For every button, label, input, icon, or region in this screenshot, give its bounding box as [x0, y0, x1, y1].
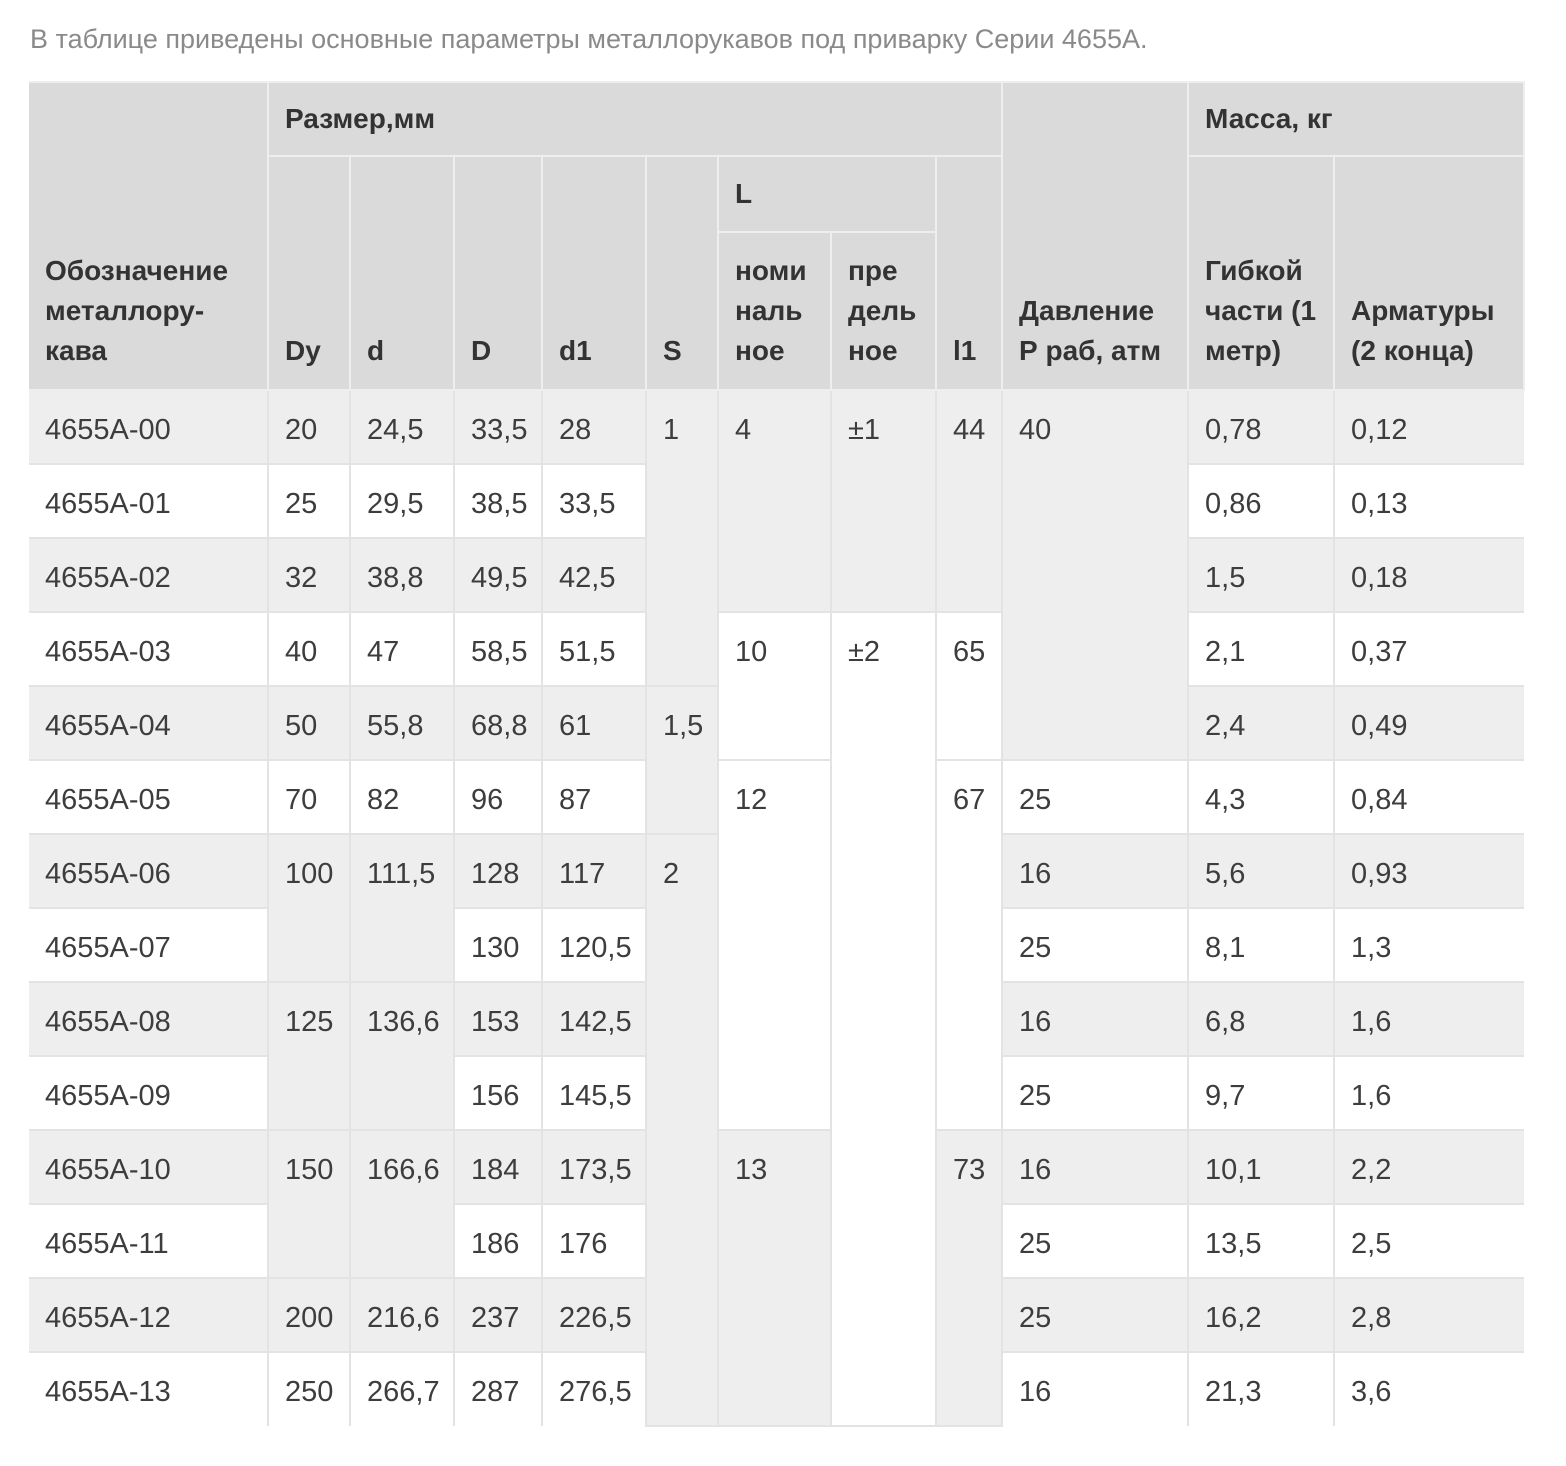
cell-mass-fittings: 1,6 [1334, 1056, 1524, 1130]
cell-d1: 142,5 [542, 982, 646, 1056]
cell-S: 1,5 [646, 686, 718, 834]
cell-dy: 150 [268, 1130, 350, 1278]
cell-mass-fittings: 2,8 [1334, 1278, 1524, 1352]
cell-D: 130 [454, 908, 542, 982]
cell-mass-fittings: 0,12 [1334, 390, 1524, 464]
header-l1: l1 [936, 156, 1002, 390]
cell-pressure: 16 [1002, 982, 1188, 1056]
cell-S: 1 [646, 390, 718, 686]
cell-designation: 4655A-05 [29, 760, 268, 834]
cell-dy: 32 [268, 538, 350, 612]
cell-pressure: 25 [1002, 1056, 1188, 1130]
header-L: L [718, 156, 936, 232]
cell-L-limit: ±2 [831, 612, 936, 1426]
cell-l1: 73 [936, 1130, 1002, 1426]
header-size-group: Размер,мм [268, 82, 1002, 156]
cell-dy: 100 [268, 834, 350, 982]
cell-L-limit: ±1 [831, 390, 936, 612]
cell-d1: 42,5 [542, 538, 646, 612]
cell-mass-flex: 2,4 [1188, 686, 1334, 760]
cell-d1: 28 [542, 390, 646, 464]
cell-designation: 4655A-09 [29, 1056, 268, 1130]
table-row [29, 1130, 1524, 1204]
cell-dy: 25 [268, 464, 350, 538]
cell-D: 33,5 [454, 390, 542, 464]
cell-pressure: 25 [1002, 908, 1188, 982]
cell-d: 38,8 [350, 538, 454, 612]
cell-mass-fittings: 3,6 [1334, 1352, 1524, 1426]
header-d1: d1 [542, 156, 646, 390]
cell-mass-flex: 2,1 [1188, 612, 1334, 686]
cell-d1: 61 [542, 686, 646, 760]
cell-designation: 4655A-13 [29, 1352, 268, 1426]
header-mass-group: Масса, кг [1188, 82, 1524, 156]
header-mass-fittings: Арматуры (2 конца) [1334, 156, 1524, 390]
cell-dy: 125 [268, 982, 350, 1130]
header-designation: Обозначение металлору-кава [29, 82, 268, 390]
cell-d: 24,5 [350, 390, 454, 464]
cell-pressure: 25 [1002, 760, 1188, 834]
cell-dy: 200 [268, 1278, 350, 1352]
cell-designation: 4655A-02 [29, 538, 268, 612]
cell-mass-fittings: 0,84 [1334, 760, 1524, 834]
cell-designation: 4655A-03 [29, 612, 268, 686]
cell-D: 237 [454, 1278, 542, 1352]
cell-pressure: 16 [1002, 1130, 1188, 1204]
header-L-nominal: номи наль ное [718, 232, 831, 390]
table-row [29, 760, 1524, 834]
cell-d1: 87 [542, 760, 646, 834]
header-S: S [646, 156, 718, 390]
cell-d: 82 [350, 760, 454, 834]
intro-text: В таблице приведены основные параметры металлорукавов под приварку Серии 4655А. [30, 24, 1148, 54]
cell-d: 111,5 [350, 834, 454, 982]
cell-pressure: 25 [1002, 1278, 1188, 1352]
cell-mass-fittings: 2,2 [1334, 1130, 1524, 1204]
cell-d: 29,5 [350, 464, 454, 538]
cell-mass-fittings: 1,6 [1334, 982, 1524, 1056]
table-row [29, 612, 1524, 686]
cell-d1: 173,5 [542, 1130, 646, 1204]
cell-D: 186 [454, 1204, 542, 1278]
cell-mass-flex: 13,5 [1188, 1204, 1334, 1278]
cell-pressure: 16 [1002, 834, 1188, 908]
cell-mass-flex: 8,1 [1188, 908, 1334, 982]
header-D: D [454, 156, 542, 390]
cell-L-nominal: 13 [718, 1130, 831, 1426]
cell-designation: 4655A-10 [29, 1130, 268, 1204]
cell-designation: 4655A-07 [29, 908, 268, 982]
header-d: d [350, 156, 454, 390]
cell-mass-flex: 0,78 [1188, 390, 1334, 464]
specs-table [29, 81, 1525, 1427]
cell-d: 136,6 [350, 982, 454, 1130]
cell-pressure: 25 [1002, 1204, 1188, 1278]
cell-dy: 50 [268, 686, 350, 760]
cell-d: 47 [350, 612, 454, 686]
cell-d: 55,8 [350, 686, 454, 760]
table-header [29, 82, 1524, 390]
cell-designation: 4655A-06 [29, 834, 268, 908]
cell-mass-fittings: 0,18 [1334, 538, 1524, 612]
cell-l1: 44 [936, 390, 1002, 612]
cell-D: 184 [454, 1130, 542, 1204]
cell-D: 49,5 [454, 538, 542, 612]
cell-dy: 20 [268, 390, 350, 464]
cell-S: 2 [646, 834, 718, 1426]
cell-mass-flex: 4,3 [1188, 760, 1334, 834]
cell-mass-fittings: 0,13 [1334, 464, 1524, 538]
cell-d1: 145,5 [542, 1056, 646, 1130]
cell-mass-flex: 0,86 [1188, 464, 1334, 538]
cell-D: 156 [454, 1056, 542, 1130]
cell-L-nominal: 4 [718, 390, 831, 612]
cell-pressure: 16 [1002, 1352, 1188, 1426]
cell-designation: 4655A-04 [29, 686, 268, 760]
cell-designation: 4655A-08 [29, 982, 268, 1056]
table-body [29, 390, 1524, 1426]
cell-D: 287 [454, 1352, 542, 1426]
cell-d1: 226,5 [542, 1278, 646, 1352]
header-L-limit: пре дель ное [831, 232, 936, 390]
cell-D: 96 [454, 760, 542, 834]
cell-d: 266,7 [350, 1352, 454, 1426]
cell-d1: 117 [542, 834, 646, 908]
cell-mass-fittings: 2,5 [1334, 1204, 1524, 1278]
cell-mass-flex: 6,8 [1188, 982, 1334, 1056]
cell-designation: 4655A-01 [29, 464, 268, 538]
cell-mass-flex: 16,2 [1188, 1278, 1334, 1352]
cell-mass-flex: 10,1 [1188, 1130, 1334, 1204]
cell-d1: 51,5 [542, 612, 646, 686]
table-row [29, 390, 1524, 464]
header-pressure: Давление Р раб, атм [1002, 82, 1188, 390]
cell-designation: 4655A-11 [29, 1204, 268, 1278]
cell-l1: 67 [936, 760, 1002, 1130]
header-dy: Dy [268, 156, 350, 390]
cell-pressure: 40 [1002, 390, 1188, 760]
header-mass-flex: Гибкой части (1 метр) [1188, 156, 1334, 390]
cell-dy: 70 [268, 760, 350, 834]
cell-mass-fittings: 0,93 [1334, 834, 1524, 908]
cell-L-nominal: 12 [718, 760, 831, 1130]
cell-designation: 4655A-00 [29, 390, 268, 464]
cell-D: 58,5 [454, 612, 542, 686]
cell-d: 166,6 [350, 1130, 454, 1278]
cell-dy: 40 [268, 612, 350, 686]
cell-mass-fittings: 0,49 [1334, 686, 1524, 760]
cell-L-nominal: 10 [718, 612, 831, 760]
cell-mass-fittings: 0,37 [1334, 612, 1524, 686]
cell-d1: 176 [542, 1204, 646, 1278]
cell-mass-flex: 5,6 [1188, 834, 1334, 908]
cell-d1: 33,5 [542, 464, 646, 538]
cell-d: 216,6 [350, 1278, 454, 1352]
cell-mass-flex: 21,3 [1188, 1352, 1334, 1426]
cell-d1: 120,5 [542, 908, 646, 982]
cell-d1: 276,5 [542, 1352, 646, 1426]
cell-mass-fittings: 1,3 [1334, 908, 1524, 982]
cell-D: 153 [454, 982, 542, 1056]
cell-mass-flex: 9,7 [1188, 1056, 1334, 1130]
cell-D: 68,8 [454, 686, 542, 760]
cell-D: 128 [454, 834, 542, 908]
cell-dy: 250 [268, 1352, 350, 1426]
cell-designation: 4655A-12 [29, 1278, 268, 1352]
cell-l1: 65 [936, 612, 1002, 760]
cell-mass-flex: 1,5 [1188, 538, 1334, 612]
cell-D: 38,5 [454, 464, 542, 538]
